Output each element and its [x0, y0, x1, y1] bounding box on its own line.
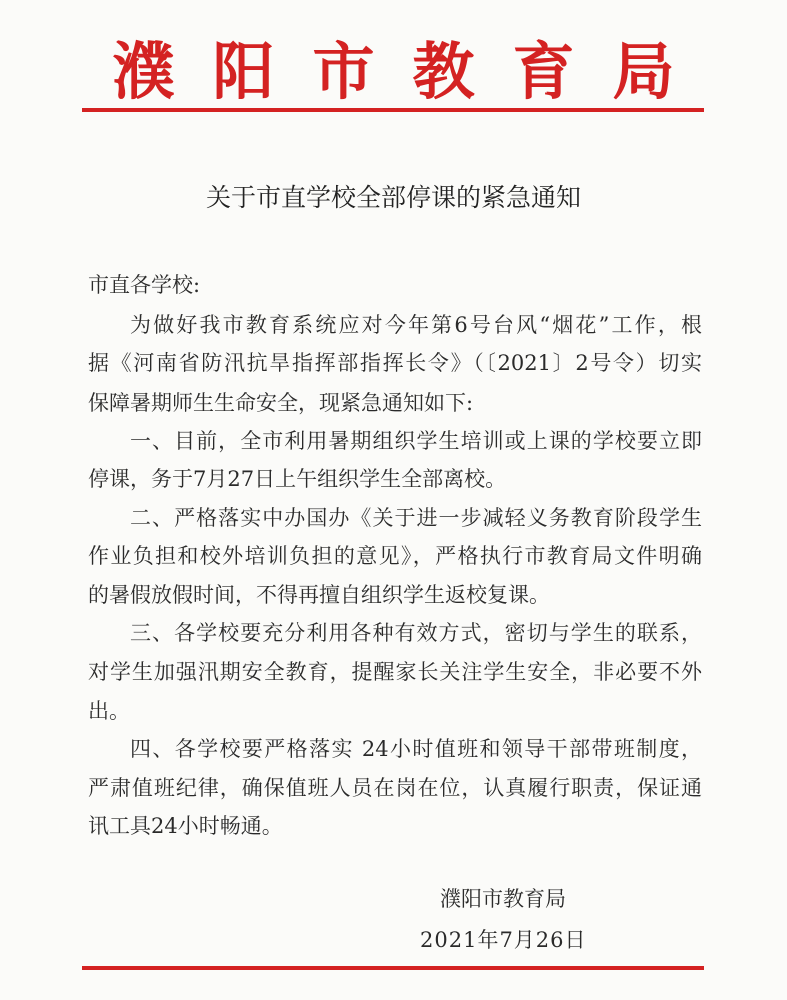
date: 2021年7月26日: [420, 928, 587, 952]
body-line: 据《河南省防汛抗旱指挥部指挥长令》（〔2021〕2号令）切实: [88, 351, 702, 375]
body-line: 停课，务于7月27日上午组织学生全部离校。: [88, 467, 507, 491]
header-rule: [82, 108, 704, 112]
body-line: 为做好我市教育系统应对今年第6号台风“烟花”工作，根: [130, 313, 702, 337]
signature: 濮阳市教育局: [440, 887, 566, 911]
body-line: 对学生加强汛期安全教育，提醒家长关注学生安全，非必要不外: [88, 660, 702, 684]
body-line: 出。: [88, 699, 130, 723]
body-line: 一、目前，全市利用暑期组织学生培训或上课的学校要立即: [130, 429, 702, 453]
document-title: 关于市直学校全部停课的紧急通知: [205, 183, 581, 212]
body-line: 保障暑期师生生命安全，现紧急通知如下:: [88, 391, 474, 415]
body-line: 作业负担和校外培训负担的意见》，严格执行市教育局文件明确: [88, 544, 702, 568]
body-line: 四、各学校要严格落实 24小时值班和领导干部带班制度，: [130, 737, 702, 761]
body-line: 讯工具24小时畅通。: [88, 814, 283, 838]
body-line: 严肃值班纪律，确保值班人员在岗在位，认真履行职责，保证通: [88, 776, 702, 800]
salutation: 市直各学校:: [88, 273, 201, 297]
footer-rule: [82, 966, 704, 970]
body-line: 二、严格落实中办国办《关于进一步减轻义务教育阶段学生: [130, 506, 702, 530]
body-line: 的暑假放假时间，不得再擅自组织学生返校复课。: [88, 583, 550, 607]
body-line: 三、各学校要充分利用各种有效方式，密切与学生的联系，: [130, 621, 702, 645]
letterhead: 濮阳市教育局: [112, 35, 713, 108]
